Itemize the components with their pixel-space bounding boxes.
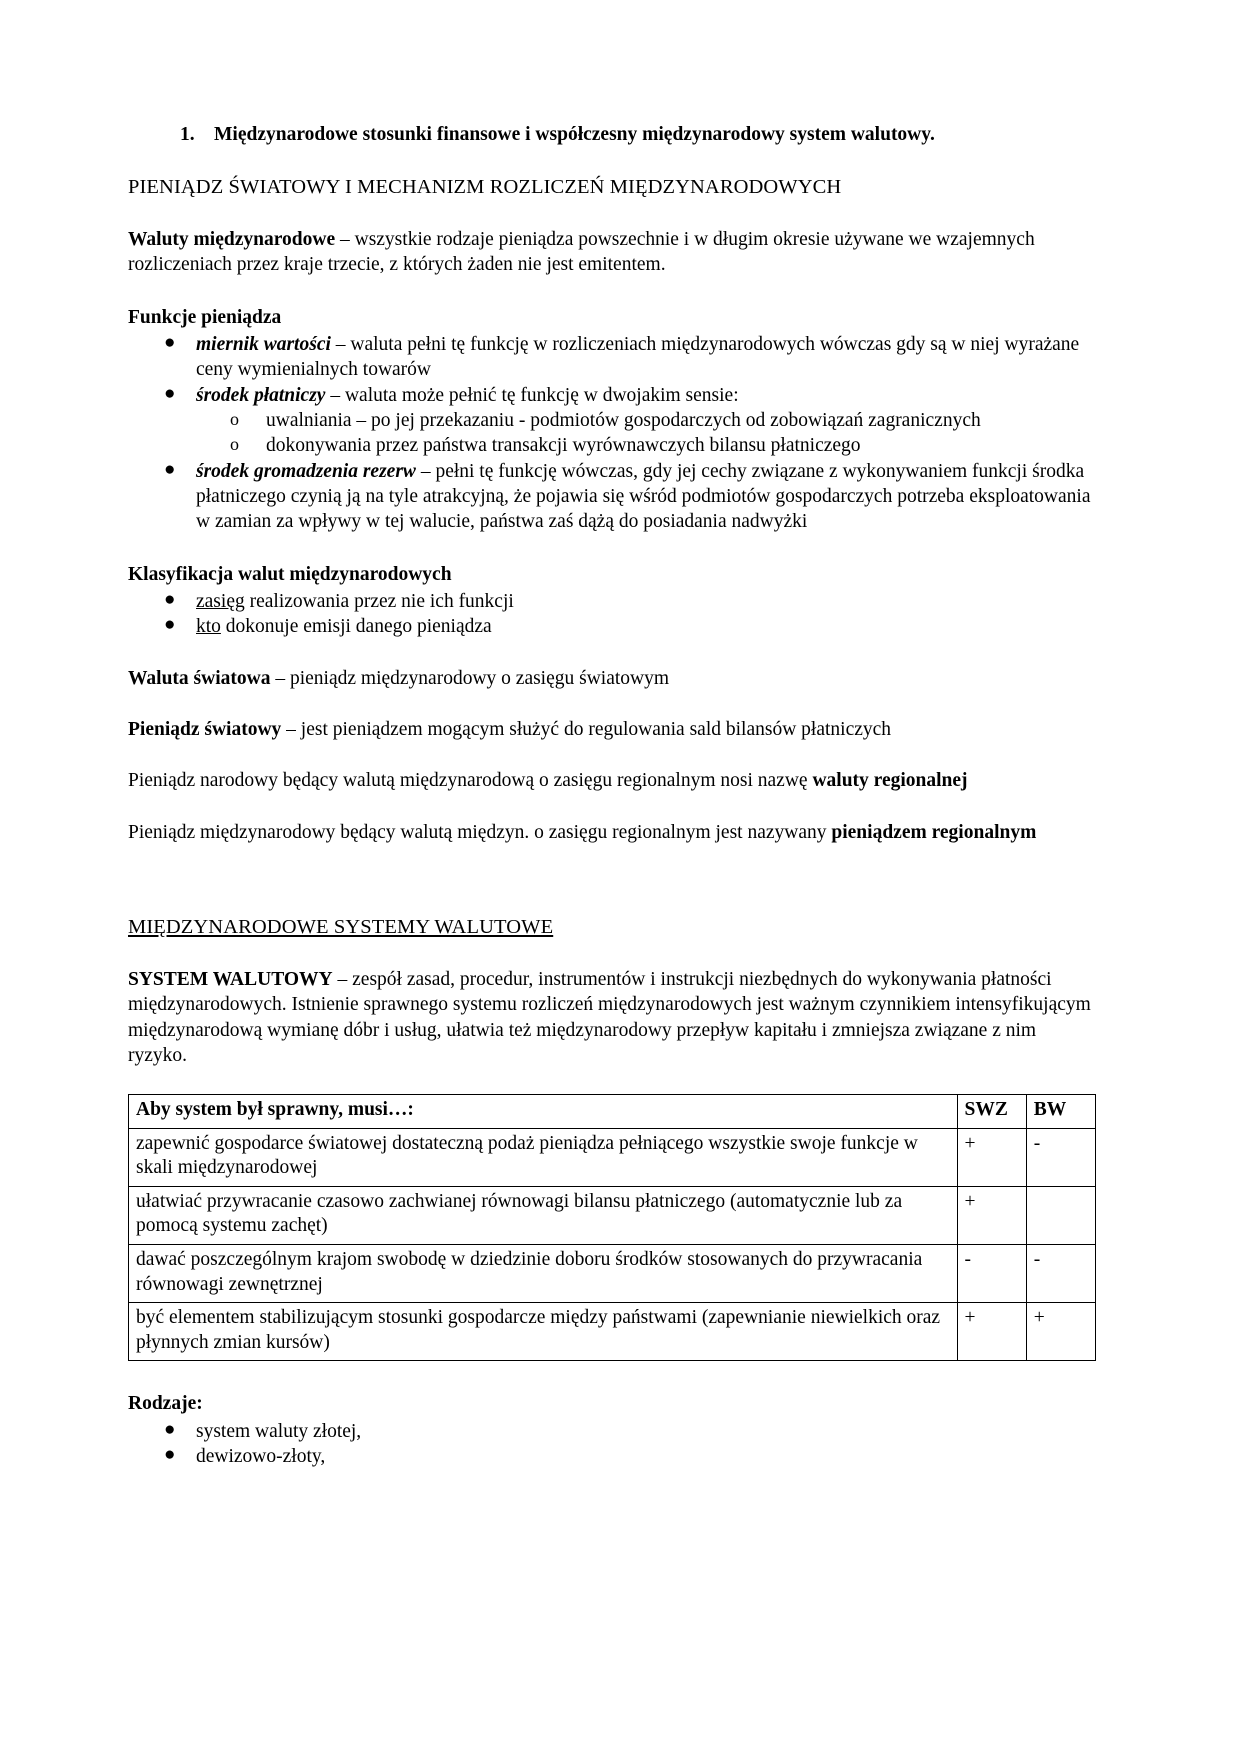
funkcje-list xyxy=(128,332,1096,535)
table-header-row xyxy=(129,1095,1096,1129)
term-system-walutowy-definition: – zespół zasad, procedur, instrumentów i instrukcji niezbędnych do wykonywania płatności międzynarodowych. Istnienie sprawnego systemu rozliczeń międzynarodowych jest ważnym czynnikiem intensyfikującym międzynarodową wymianę dóbr i usług, ułatwia też międzynarodowy przepływ kapitału i zmniejsza związane z nim ryzyko. xyxy=(128,968,1091,1066)
list-number: 1. xyxy=(180,124,195,145)
column-header-swz: SWZ xyxy=(957,1095,1026,1129)
cell-bw: + xyxy=(1026,1303,1095,1361)
rodzaje-item-text: system waluty złotej, xyxy=(196,1420,362,1442)
list-item xyxy=(164,614,1096,639)
cell-bw: - xyxy=(1026,1128,1095,1186)
funkcja-term: środek płatniczy xyxy=(196,384,326,406)
requirements-table xyxy=(128,1094,1096,1361)
list-item xyxy=(164,1443,1096,1469)
cell-swz: - xyxy=(957,1245,1026,1303)
column-header-requirement: Aby system był sprawny, musi…: xyxy=(129,1095,958,1129)
cell-swz: + xyxy=(957,1186,1026,1244)
table-row xyxy=(129,1303,1096,1361)
cell-swz: + xyxy=(957,1303,1026,1361)
list-item xyxy=(164,589,1096,614)
klasyfikacja-text: dokonuje emisji danego pieniądza xyxy=(220,616,492,638)
bullet-icon: ● xyxy=(164,1443,176,1465)
paragraph-waluty-miedzynarodowe xyxy=(128,227,1096,278)
circle-bullet-icon: o xyxy=(230,434,239,455)
table-row xyxy=(129,1186,1096,1244)
bullet-icon: ● xyxy=(164,1418,176,1440)
term-waluta-swiatowa: Waluta światowa xyxy=(128,667,271,689)
table-row xyxy=(129,1128,1096,1186)
klasyfikacja-list xyxy=(128,589,1096,640)
sub-list-item xyxy=(230,433,1096,458)
circle-bullet-icon: o xyxy=(230,409,239,430)
spacer xyxy=(128,845,1096,887)
funkcja-description: – waluta może pełnić tę funkcję w dwojakim sensie: xyxy=(325,384,739,406)
sub-list-item-text: uwalniania – po jej przekazaniu - podmiotów gospodarczych od zobowiązań zagranicznych xyxy=(266,410,981,432)
pieniadz-narodowy-lead: Pieniądz narodowy będący walutą międzynarodową o zasięgu regionalnym nosi nazwę xyxy=(128,770,813,792)
rodzaje-item-text: dewizowo-złoty, xyxy=(196,1445,326,1467)
pieniadz-miedzynarodowy-lead: Pieniądz międzynarodowy będący walutą międzyn. o zasięgu regionalnym jest nazywany xyxy=(128,821,832,843)
term-pieniadz-swiatowy: Pieniądz światowy xyxy=(128,719,282,741)
term-pieniadz-swiatowy-definition: – jest pieniądzem mogącym służyć do regulowania sald bilansów płatniczych xyxy=(281,719,892,741)
table-row xyxy=(129,1245,1096,1303)
paragraph-system-walutowy xyxy=(128,967,1096,1068)
cell-requirement: zapewnić gospodarce światowej dostateczną podaż pieniądza pełniącego wszystkie swoje funkcje w skali międzynarodowej xyxy=(129,1128,958,1186)
section-heading-1: PIENIĄDZ ŚWIATOWY I MECHANIZM ROZLICZEŃ MIĘDZYNARODOWYCH xyxy=(128,176,842,199)
cell-swz: + xyxy=(957,1128,1026,1186)
sub-list-item-text: dokonywania przez państwa transakcji wyrównawczych bilansu płatniczego xyxy=(266,435,861,457)
sub-list-item xyxy=(230,408,1096,433)
paragraph-waluta-swiatowa xyxy=(128,666,1096,691)
paragraph-pieniadz-miedzynarodowy xyxy=(128,820,1096,845)
term-waluty-definition: – wszystkie rodzaje pieniądza powszechnie i w długim okresie używane we wzajemnych rozliczeniach przez kraje trzecie, z których żaden nie jest emitentem. xyxy=(128,228,1035,276)
bullet-icon: ● xyxy=(164,382,176,404)
paragraph-pieniadz-swiatowy xyxy=(128,717,1096,742)
klasyfikacja-keyword: zasięg xyxy=(196,591,245,613)
klasyfikacja-keyword: kto xyxy=(196,616,221,638)
document-body xyxy=(128,122,1096,1469)
pieniadz-miedzynarodowy-emphasis: pieniądzem regionalnym xyxy=(831,821,1037,843)
cell-requirement: ułatwiać przywracanie czasowo zachwianej równowagi bilansu płatniczego (automatycznie lub za pomocą systemu zachęt) xyxy=(129,1186,958,1244)
bullet-icon: ● xyxy=(164,614,176,636)
term-waluta-swiatowa-definition: – pieniądz międzynarodowy o zasięgu światowym xyxy=(270,667,670,689)
term-system-walutowy: SYSTEM WALUTOWY xyxy=(128,968,333,990)
cell-requirement: być elementem stabilizującym stosunki gospodarcze między państwami (zapewnianie niewielkich oraz płynnych zmian kursów) xyxy=(129,1303,958,1361)
bullet-icon: ● xyxy=(164,332,176,354)
column-header-bw: BW xyxy=(1026,1095,1095,1129)
numbered-list-item xyxy=(128,122,1096,147)
klasyfikacja-text: realizowania przez nie ich funkcji xyxy=(244,591,514,613)
cell-bw xyxy=(1026,1186,1095,1244)
bullet-icon: ● xyxy=(164,589,176,611)
funkcja-term: miernik wartości xyxy=(196,334,331,356)
heading-funkcje-pieniadza: Funkcje pieniądza xyxy=(128,306,282,328)
list-item xyxy=(164,332,1096,383)
cell-requirement: dawać poszczególnym krajom swobodę w dziedzinie doboru środków stosowanych do przywracania równowagi zewnętrznej xyxy=(129,1245,958,1303)
funkcja-term: środek gromadzenia rezerw xyxy=(196,460,416,482)
funkcja-description: – pełni tę funkcję wówczas, gdy jej cechy związane z wykonywaniem funkcji środka płatniczego czynią ją na tyle atrakcyjną, że pojawia się wśród podmiotów gospodarczych potrzeba eksploatowania w zamian za wpływy w tej walucie, państwa zaś dążą do posiadania nadwyżki xyxy=(196,460,1091,533)
section-heading-2: MIĘDZYNARODOWE SYSTEMY WALUTOWE xyxy=(128,916,554,939)
rodzaje-list xyxy=(128,1419,1096,1470)
list-item xyxy=(164,458,1096,535)
page-title: Międzynarodowe stosunki finansowe i współczesny międzynarodowy system walutowy. xyxy=(214,124,935,145)
paragraph-pieniadz-narodowy xyxy=(128,768,1096,793)
cell-bw: - xyxy=(1026,1245,1095,1303)
funkcja-sublist xyxy=(196,408,1096,459)
heading-rodzaje: Rodzaje: xyxy=(128,1393,203,1415)
heading-klasyfikacja-walut: Klasyfikacja walut międzynarodowych xyxy=(128,563,452,585)
term-waluty-miedzynarodowe: Waluty międzynarodowe xyxy=(128,228,336,250)
pieniadz-narodowy-emphasis: waluty regionalnej xyxy=(812,770,968,792)
bullet-icon: ● xyxy=(164,458,176,480)
funkcja-description: – waluta pełni tę funkcję w rozliczeniach międzynarodowych wówczas gdy są w niej wyrażane ceny wymienialnych towarów xyxy=(196,334,1080,381)
list-item xyxy=(164,382,1096,459)
list-item xyxy=(164,1418,1096,1444)
